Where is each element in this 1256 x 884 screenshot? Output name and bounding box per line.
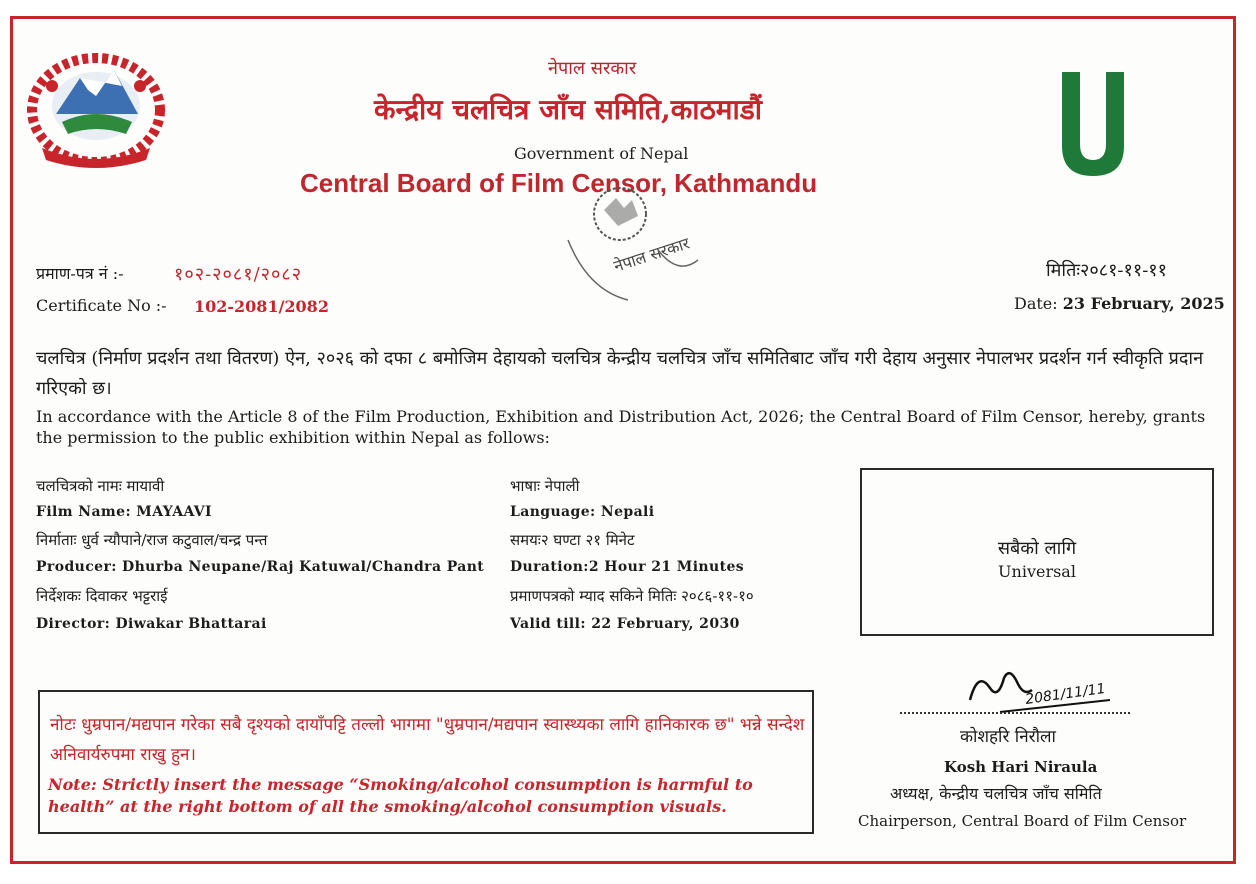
health-warning-note-box — [38, 690, 814, 834]
signatory-title-np: अध्यक्ष, केन्द्रीय चलचित्र जाँच समिति — [890, 784, 1102, 803]
note-text-np: नोटः धुम्रपान/मद्यपान गरेका सबै दृश्यको दायाँपट्टि तल्लो भागमा "धुम्रपान/मद्यपान स्वास्थ्यका लागि हानिकारक छ" भन्ने सन्देश अनिवार्यरुपमा राखु हुन। — [50, 715, 805, 765]
gov-title-en: Government of Nepal — [514, 144, 689, 163]
signature-date: 2081/11/11 — [1024, 680, 1107, 708]
validity-en: Valid till: 22 February, 2030 — [510, 616, 740, 632]
duration-np: समयः२ घण्टा २१ मिनेट — [510, 531, 635, 549]
signatory-name-np: कोशहरि निरौला — [960, 727, 1056, 747]
director-np: निर्देशकः दिवाकर भट्टराई — [36, 587, 168, 605]
date-np: मितिः२०८१-११-११ — [1046, 260, 1168, 281]
certificate-number-np: १०२-२०८१/२०८२ — [174, 264, 303, 285]
duration-en: Duration:2 Hour 21 Minutes — [510, 559, 745, 575]
film-name-np: चलचित्रको नामः मायावी — [36, 477, 165, 495]
audience-category-box — [860, 468, 1214, 636]
audience-category-en: Universal — [998, 562, 1076, 581]
signature-line — [900, 712, 1130, 714]
certificate-label-en: Certificate No :- — [36, 296, 167, 315]
director-en: Director: Diwakar Bhattarai — [36, 616, 267, 632]
date-label-en: Date: — [1014, 294, 1058, 313]
intro-text-np: चलचित्र (निर्माण प्रदर्शन तथा वितरण) ऐन, २०२६ को दफा ८ बमोजिम देहायको चलचित्र केन्द्रीय चलचित्र जाँच समितिबाट जाँच गरी देहाय अनुसार नेपालभर प्रदर्शन गर्न स्वीकृति प्रदान गरिएको छ। — [36, 348, 1204, 399]
producer-en: Producer: Dhurba Neupane/Raj Katuwal/Chandra Pant — [36, 559, 485, 575]
film-name-en: Film Name: MAYAAVI — [36, 504, 212, 520]
stamp-text: नेपाल सरकार — [611, 233, 692, 276]
language-np: भाषाः नेपाली — [510, 477, 580, 495]
certificate-number-en: 102-2081/2082 — [194, 297, 329, 316]
gov-title-np: नेपाल सरकार — [548, 58, 637, 79]
signatory-name-en: Kosh Hari Niraula — [944, 758, 1098, 776]
nepal-emblem — [22, 44, 170, 176]
handwritten-signature — [960, 660, 1120, 720]
date-en — [1014, 294, 1225, 313]
producer-np: निर्माताः धुर्व न्यौपाने/राज कटुवाल/चन्द्र पन्त — [36, 531, 268, 549]
intro-text-en: In accordance with the Article 8 of the Film Production, Exhibition and Distribution Act, 2026; the Central Board of Film Censor, hereby, grants the permission to the public exhibition within Nepal as follows: — [36, 407, 1206, 447]
signatory-title-en: Chairperson, Central Board of Film Censor — [858, 812, 1187, 830]
official-stamp-seal — [548, 180, 718, 310]
validity-np: प्रमाणपत्रको म्याद सकिने मितिः २०८६-११-१० — [510, 587, 754, 605]
board-title-np: केन्द्रीय चलचित्र जाँच समिति,काठमाडौं — [374, 93, 762, 126]
rating-u-symbol — [1060, 70, 1126, 178]
audience-category-np: सबैको लागि — [997, 538, 1077, 559]
board-title-en: Central Board of Film Censor, Kathmandu — [300, 168, 818, 198]
language-en: Language: Nepali — [510, 504, 655, 520]
certificate-label-np: प्रमाण-पत्र नं :- — [36, 264, 124, 283]
note-text-en: Note: Strictly insert the message “Smoking/alcohol consumption is harmful to health” at the right bottom of all the smoking/alcohol consumption visuals. — [48, 775, 753, 816]
date-value-en: 23 February, 2025 — [1062, 294, 1225, 313]
